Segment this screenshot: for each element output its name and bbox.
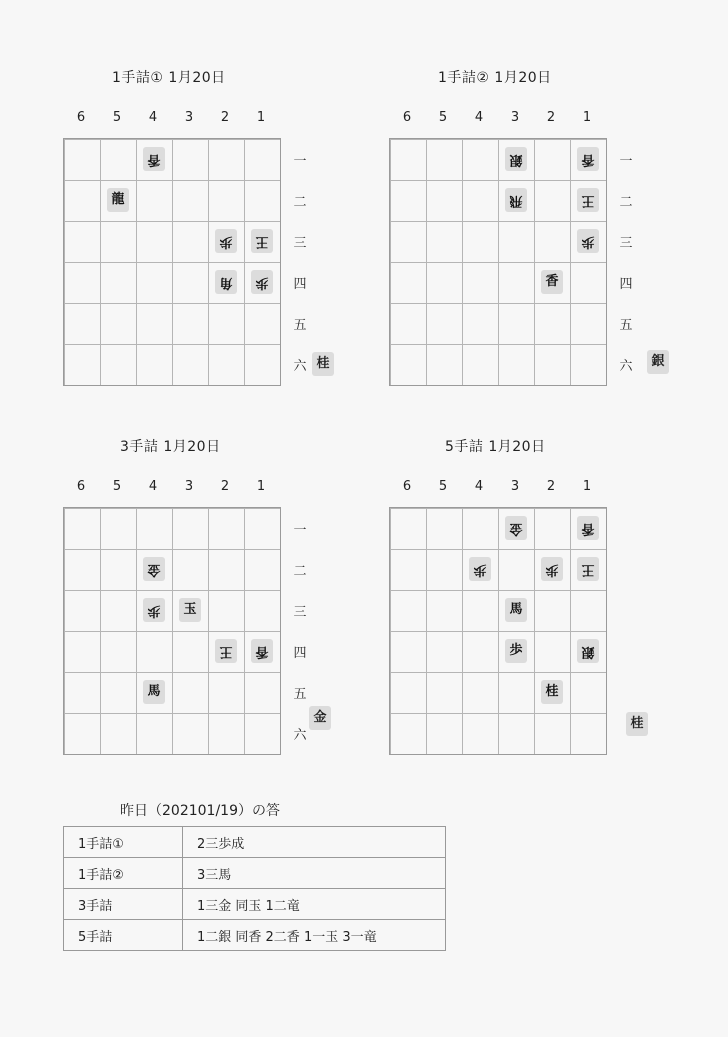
- shogi-piece: 王: [577, 188, 599, 212]
- row-label: 四: [293, 277, 307, 292]
- shogi-piece: 龍: [107, 188, 129, 212]
- table-row: [64, 889, 446, 920]
- row-label: 六: [293, 359, 307, 374]
- row-label: 三: [619, 236, 633, 251]
- answer-text: 3三馬: [183, 858, 446, 889]
- col-label: 5: [112, 110, 122, 125]
- shogi-piece: 玉: [179, 598, 201, 622]
- shogi-piece: 金: [505, 516, 527, 540]
- col-label: 4: [474, 110, 484, 125]
- col-label: 6: [402, 110, 412, 125]
- shogi-piece: 歩: [469, 557, 491, 581]
- col-label: 3: [510, 479, 520, 494]
- row-label: 五: [293, 318, 307, 333]
- shogi-piece: 歩: [541, 557, 563, 581]
- answer-label: 5手詰: [64, 920, 183, 951]
- row-label: 一: [619, 154, 633, 169]
- answer-label: 3手詰: [64, 889, 183, 920]
- piece-in-hand-1: 桂: [312, 352, 334, 376]
- answer-text: 1二銀 同香 2二香 1一玉 3一竜: [183, 920, 446, 951]
- col-label: 1: [582, 479, 592, 494]
- col-label: 1: [256, 479, 266, 494]
- answer-text: 1三金 同玉 1二竜: [183, 889, 446, 920]
- col-label: 2: [546, 110, 556, 125]
- answer-label: 1手詰①: [64, 827, 183, 858]
- col-label: 2: [546, 479, 556, 494]
- table-row: [64, 858, 446, 889]
- answer-label: 1手詰②: [64, 858, 183, 889]
- row-label: 三: [293, 236, 307, 251]
- shogi-piece: 歩: [143, 598, 165, 622]
- row-label: 六: [293, 728, 307, 743]
- shogi-piece: 香: [541, 270, 563, 294]
- problem-title-3: 3手詰 1月20日: [120, 439, 221, 455]
- col-label: 5: [438, 479, 448, 494]
- shogi-board-4: [389, 507, 607, 755]
- shogi-piece: 香: [143, 147, 165, 171]
- shogi-board-1: [63, 138, 281, 386]
- row-label: 五: [293, 687, 307, 702]
- row-label: 四: [293, 646, 307, 661]
- piece-in-hand-4: 桂: [626, 712, 648, 736]
- table-row: [64, 827, 446, 858]
- col-label: 2: [220, 479, 230, 494]
- shogi-piece: 王: [215, 639, 237, 663]
- row-label: 二: [619, 195, 633, 210]
- shogi-piece: 歩: [251, 270, 273, 294]
- shogi-piece: 馬: [505, 598, 527, 622]
- shogi-piece: 香: [251, 639, 273, 663]
- col-label: 6: [76, 479, 86, 494]
- row-label: 六: [619, 359, 633, 374]
- col-label: 4: [474, 479, 484, 494]
- shogi-piece: 王: [577, 557, 599, 581]
- row-label: 一: [293, 523, 307, 538]
- col-label: 5: [438, 110, 448, 125]
- col-label: 3: [184, 479, 194, 494]
- shogi-piece: 歩: [505, 639, 527, 663]
- shogi-piece: 王: [251, 229, 273, 253]
- answer-text: 2三歩成: [183, 827, 446, 858]
- shogi-piece: 角: [215, 270, 237, 294]
- col-label: 5: [112, 479, 122, 494]
- row-label: 四: [619, 277, 633, 292]
- shogi-piece: 銀: [505, 147, 527, 171]
- shogi-piece: 歩: [215, 229, 237, 253]
- col-label: 4: [148, 479, 158, 494]
- row-label: 二: [293, 564, 307, 579]
- problem-title-1: 1手詰① 1月20日: [112, 70, 226, 86]
- shogi-board-2: [389, 138, 607, 386]
- col-label: 3: [510, 110, 520, 125]
- problem-title-2: 1手詰② 1月20日: [438, 70, 552, 86]
- shogi-piece: 銀: [577, 639, 599, 663]
- piece-in-hand-2: 銀: [647, 350, 669, 374]
- piece-in-hand-3: 金: [309, 706, 331, 730]
- shogi-piece: 飛: [505, 188, 527, 212]
- shogi-piece: 馬: [143, 680, 165, 704]
- table-row: [64, 920, 446, 951]
- shogi-piece: 香: [577, 516, 599, 540]
- row-label: 一: [293, 154, 307, 169]
- col-label: 3: [184, 110, 194, 125]
- shogi-piece: 桂: [541, 680, 563, 704]
- shogi-board-3: [63, 507, 281, 755]
- col-label: 1: [256, 110, 266, 125]
- row-label: 五: [619, 318, 633, 333]
- row-label: 二: [293, 195, 307, 210]
- problem-title-4: 5手詰 1月20日: [445, 439, 546, 455]
- shogi-piece: 歩: [577, 229, 599, 253]
- row-label: 三: [293, 605, 307, 620]
- shogi-piece: 金: [143, 557, 165, 581]
- col-label: 6: [402, 479, 412, 494]
- answers-table: [63, 826, 446, 951]
- answers-title: 昨日（202101/19）の答: [120, 803, 280, 819]
- shogi-piece: 香: [577, 147, 599, 171]
- col-label: 2: [220, 110, 230, 125]
- col-label: 6: [76, 110, 86, 125]
- col-label: 4: [148, 110, 158, 125]
- col-label: 1: [582, 110, 592, 125]
